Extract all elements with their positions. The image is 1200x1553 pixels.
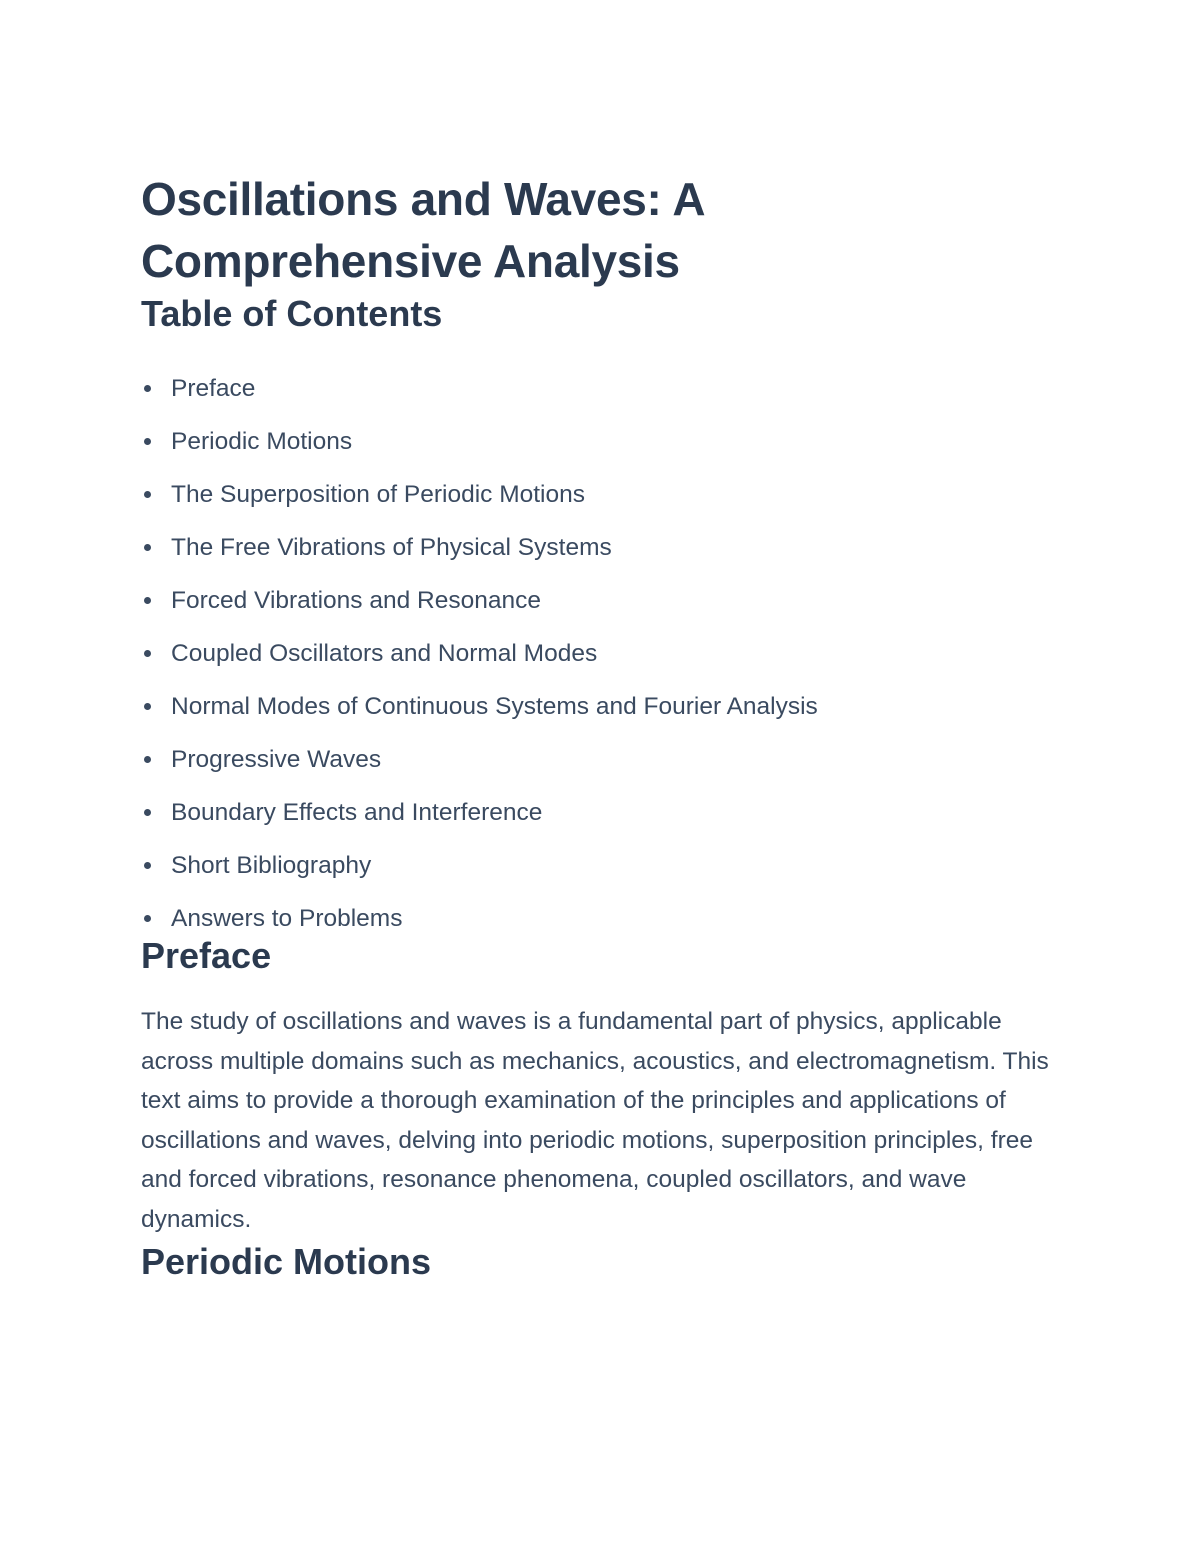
- toc-item-label: Normal Modes of Continuous Systems and Fourier Analysis: [171, 693, 818, 720]
- preface-paragraph: The study of oscillations and waves is a fundamental part of physics, applicable across multiple domains such as mechanics, acoustics, and electromagnetism. This text aims to provide a thorough examination of the principles and applications of oscillations and waves, delving into periodic motions, superposition principles, free and forced vibrations, resonance phenomena, coupled oscillators, and wave dynamics.: [141, 1008, 1049, 1233]
- toc-item: [141, 480, 1071, 533]
- preface-heading: Preface: [141, 935, 272, 976]
- toc-item: [141, 745, 1071, 798]
- document-title: [141, 168, 1071, 292]
- toc-item-label: The Superposition of Periodic Motions: [171, 481, 585, 508]
- toc-item-label: Periodic Motions: [171, 428, 353, 455]
- bullet-icon: [144, 915, 151, 922]
- bullet-icon: [144, 544, 151, 551]
- toc-item: [141, 798, 1071, 851]
- toc-item-label: Coupled Oscillators and Normal Modes: [171, 640, 598, 667]
- toc-item-label: Forced Vibrations and Resonance: [171, 587, 542, 614]
- document-title-line-1: Oscillations and Waves: A: [141, 173, 706, 225]
- bullet-icon: [144, 597, 151, 604]
- bullet-icon: [144, 491, 151, 498]
- toc-list: [141, 374, 1071, 934]
- toc-heading: Table of Contents: [141, 293, 443, 334]
- toc-item: [141, 692, 1071, 745]
- toc-item: [141, 427, 1071, 480]
- bullet-icon: [144, 809, 151, 816]
- bullet-icon: [144, 385, 151, 392]
- toc-item: [141, 904, 1071, 934]
- toc-item: [141, 639, 1071, 692]
- bullet-icon: [144, 756, 151, 763]
- toc-item-label: Boundary Effects and Interference: [171, 799, 543, 826]
- toc-item-label: Progressive Waves: [171, 746, 382, 773]
- toc-item: [141, 851, 1071, 904]
- toc-item-label: Preface: [171, 375, 256, 402]
- document-title-line-2: Comprehensive Analysis: [141, 235, 680, 287]
- bullet-icon: [144, 862, 151, 869]
- toc-item-label: Short Bibliography: [171, 852, 372, 879]
- bullet-icon: [144, 650, 151, 657]
- toc-item-label: Answers to Problems: [171, 905, 403, 932]
- toc-item: [141, 533, 1071, 586]
- periodic-motions-heading: Periodic Motions: [141, 1240, 432, 1282]
- toc-item-label: The Free Vibrations of Physical Systems: [171, 534, 612, 561]
- bullet-icon: [144, 438, 151, 445]
- toc-item: [141, 586, 1071, 639]
- bullet-icon: [144, 703, 151, 710]
- document-page: [141, 168, 1071, 1284]
- toc-item: [141, 374, 1071, 427]
